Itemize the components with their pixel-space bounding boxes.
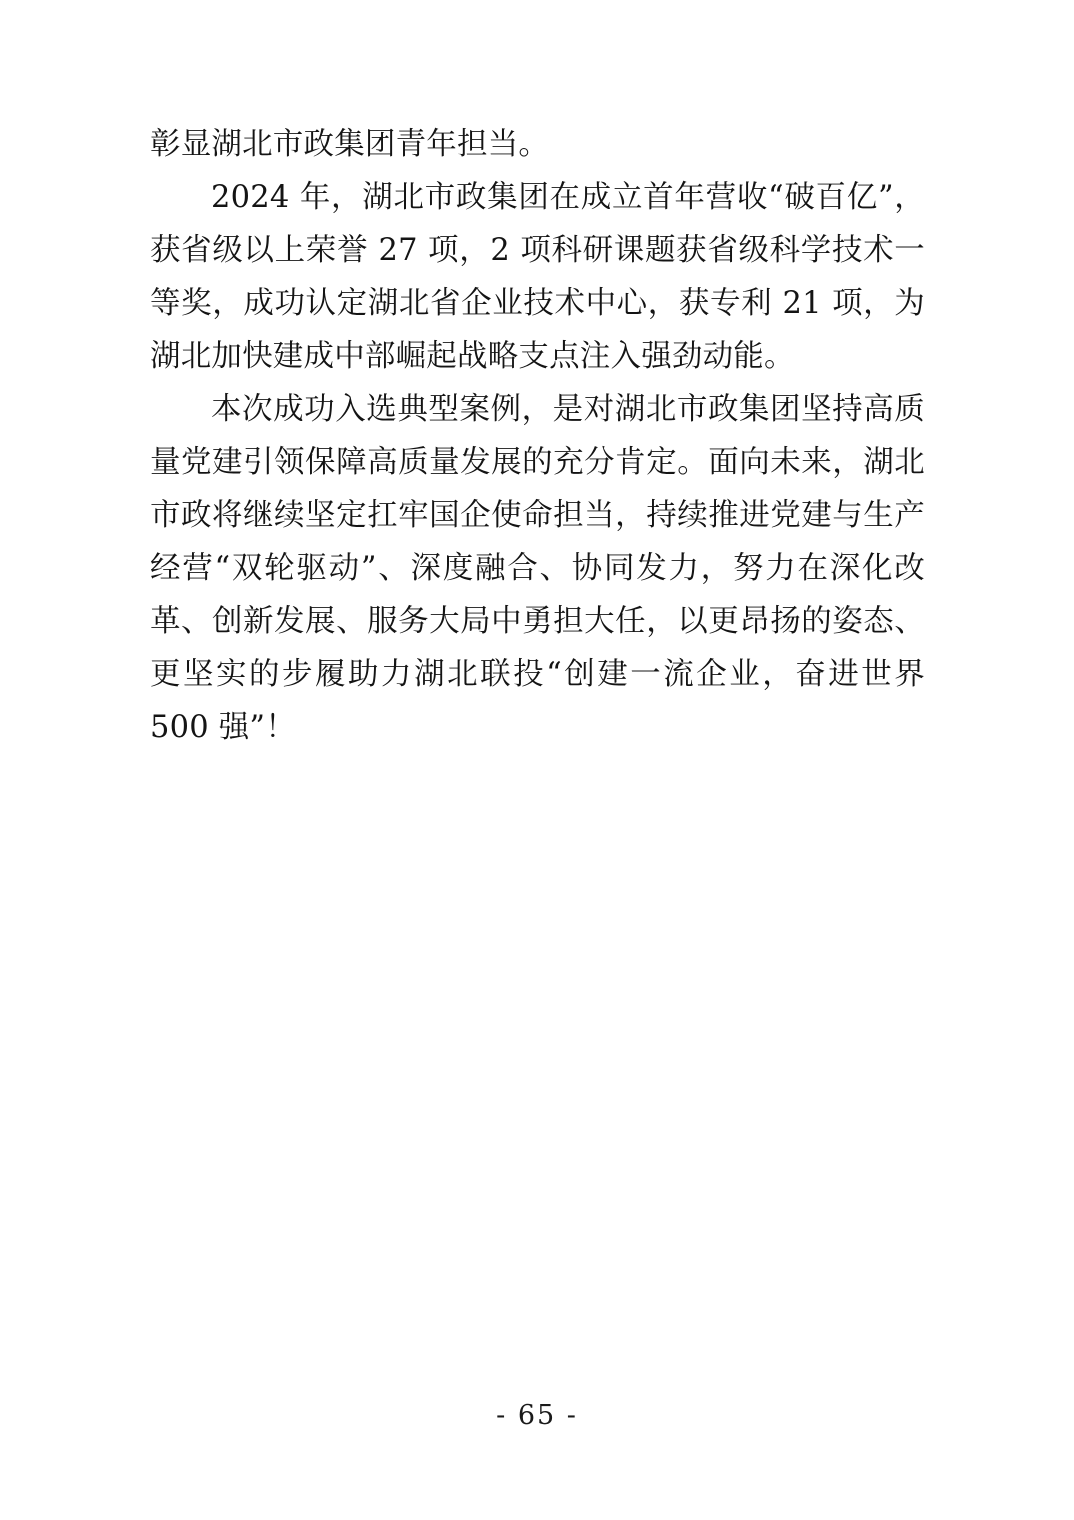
page-number-footer: - 65 - (496, 1400, 578, 1431)
paragraph-1: 彰显湖北市政集团青年担当。 (150, 127, 550, 162)
paragraph-2: 2024 年，湖北市政集团在成立首年营收“破百亿”，获省级以上荣誉 27 项，2 项科研课题获省级科学技术一等奖，成功认定湖北省企业技术中心，获专利 21 项，为湖北加快建成中部崛起战略支点注入强劲动能。 (150, 180, 925, 374)
paragraph-3: 本次成功入选典型案例，是对湖北市政集团坚持高质量党建引领保障高质量发展的充分肯定。面向未来，湖北市政将继续坚定扛牢国企使命担当，持续推进党建与生产经营“双轮驱动”、深度融合、协同发力，努力在深化改革、创新发展、服务大局中勇担大任，以更昂扬的姿态、更坚实的步履助力湖北联投“创建一流企业，奋进世界 500 强”！ (150, 392, 925, 745)
page-body (150, 118, 925, 754)
